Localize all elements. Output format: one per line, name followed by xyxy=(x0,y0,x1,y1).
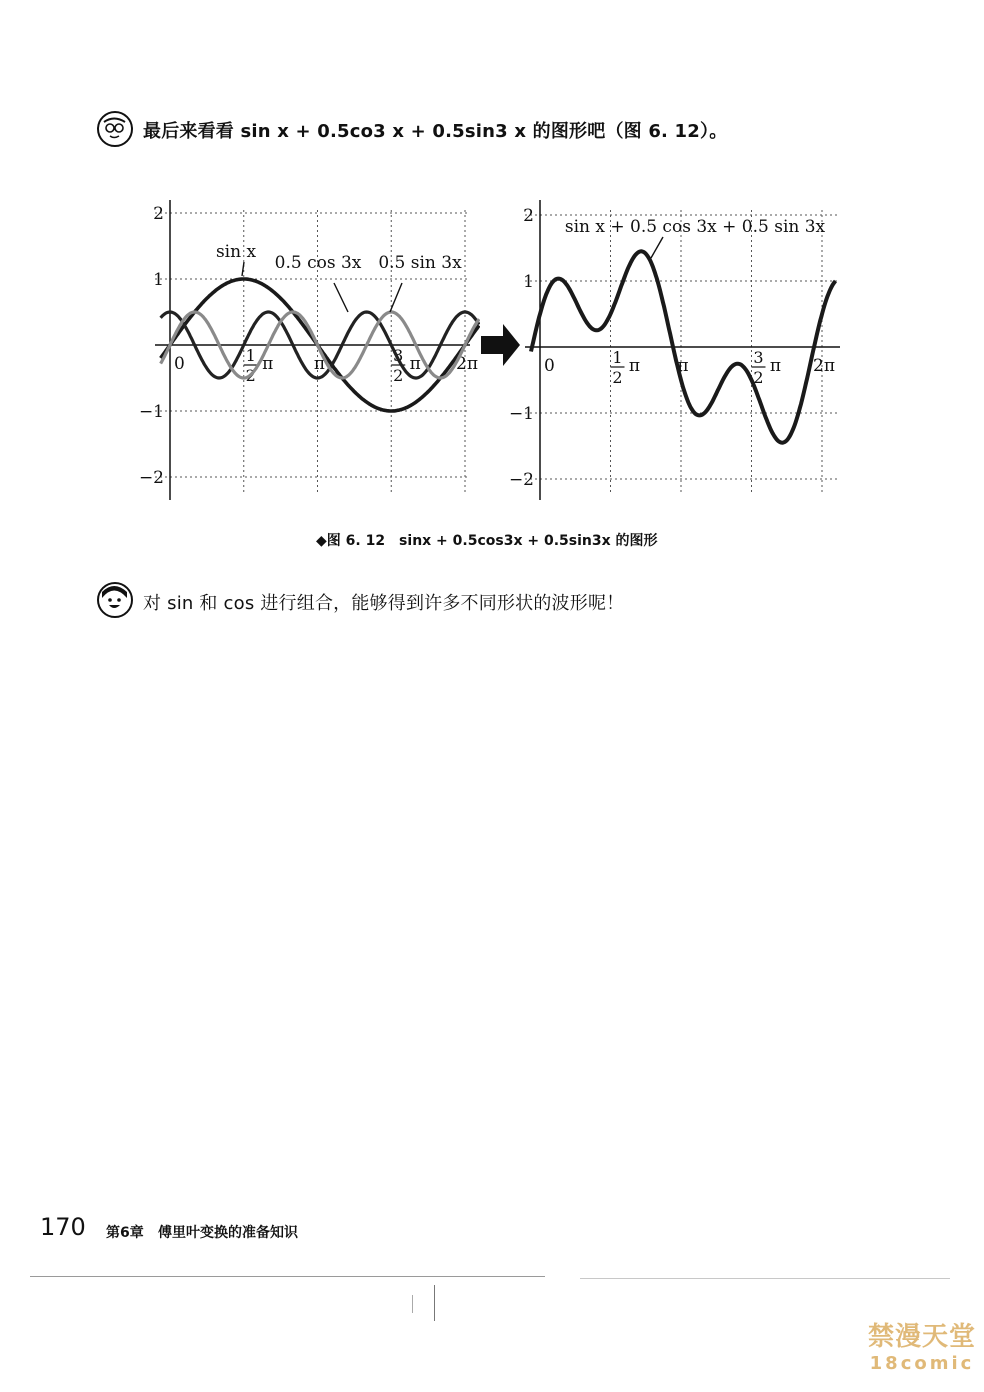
x-tick-numerator: 3 xyxy=(393,346,404,365)
x-tick-pi: π xyxy=(262,354,274,374)
y-tick-label: 2 xyxy=(153,204,164,224)
x-tick-numerator: 1 xyxy=(612,348,623,367)
x-tick-numerator: 1 xyxy=(245,346,256,365)
x-tick-pi: π xyxy=(628,356,641,376)
x-tick-denominator: 2 xyxy=(393,366,404,385)
x-tick-label: 0 xyxy=(544,356,555,376)
y-tick-label: −1 xyxy=(138,402,164,422)
y-tick-label: −2 xyxy=(508,470,534,490)
x-tick-denominator: 2 xyxy=(753,368,764,387)
dialogue-line: 对 sin 和 cos 进行组合，能够得到许多不同形状的波形呢！ xyxy=(143,593,625,614)
series-label: sin x xyxy=(215,242,257,262)
right-plot xyxy=(509,200,840,500)
figure-6-12 xyxy=(0,0,984,560)
gutter-mark xyxy=(434,1285,435,1321)
gutter-mark xyxy=(412,1295,413,1313)
label-leader xyxy=(651,237,663,258)
figure-caption: ◆图 6. 12 sinx + 0.5cos3x + 0.5sin3x 的图形 xyxy=(316,533,658,549)
x-tick-label: π xyxy=(313,354,326,374)
x-tick-denominator: 2 xyxy=(245,366,256,385)
x-tick-pi: π xyxy=(409,354,421,374)
right-arrow-icon xyxy=(481,324,520,366)
x-tick-denominator: 2 xyxy=(612,368,623,387)
series-label: sin x + 0.5 cos 3x + 0.5 sin 3x xyxy=(564,217,826,237)
dialogue-line: 最后来看看 sin x + 0.5co3 x + 0.5sin3 x 的图形吧（图 6. 12）。 xyxy=(143,121,728,142)
label-leader xyxy=(334,283,348,312)
x-tick-label xyxy=(752,348,782,387)
label-leader xyxy=(242,262,244,276)
footer-divider xyxy=(30,1276,545,1277)
x-tick-pi: π xyxy=(769,356,782,376)
y-tick-label: −1 xyxy=(508,404,534,424)
x-tick-label: π xyxy=(677,356,689,376)
x-tick-label: 0 xyxy=(174,354,185,374)
chapter-title: 傅里叶变换的准备知识 xyxy=(158,1225,298,1241)
y-tick-label: −2 xyxy=(138,468,164,488)
label-leader xyxy=(390,283,402,312)
x-tick-label xyxy=(611,348,641,387)
character-avatar-icon xyxy=(97,582,133,618)
watermark-logo: 禁漫天堂 18comic xyxy=(867,1322,976,1374)
chapter-label: 第6章 xyxy=(106,1225,144,1241)
y-tick-label: 1 xyxy=(523,272,534,292)
y-tick-label: 1 xyxy=(153,270,164,290)
series-label: 0.5 cos 3x xyxy=(274,253,362,273)
x-tick-label: 2π xyxy=(456,354,478,374)
left-plot xyxy=(139,200,479,500)
footer-divider xyxy=(580,1278,950,1279)
series-label: 0.5 sin 3x xyxy=(378,253,462,273)
x-tick-label: 2π xyxy=(813,356,835,376)
y-tick-label: 2 xyxy=(523,206,534,226)
page-number: 170 xyxy=(40,1213,86,1241)
x-tick-numerator: 3 xyxy=(753,348,764,367)
